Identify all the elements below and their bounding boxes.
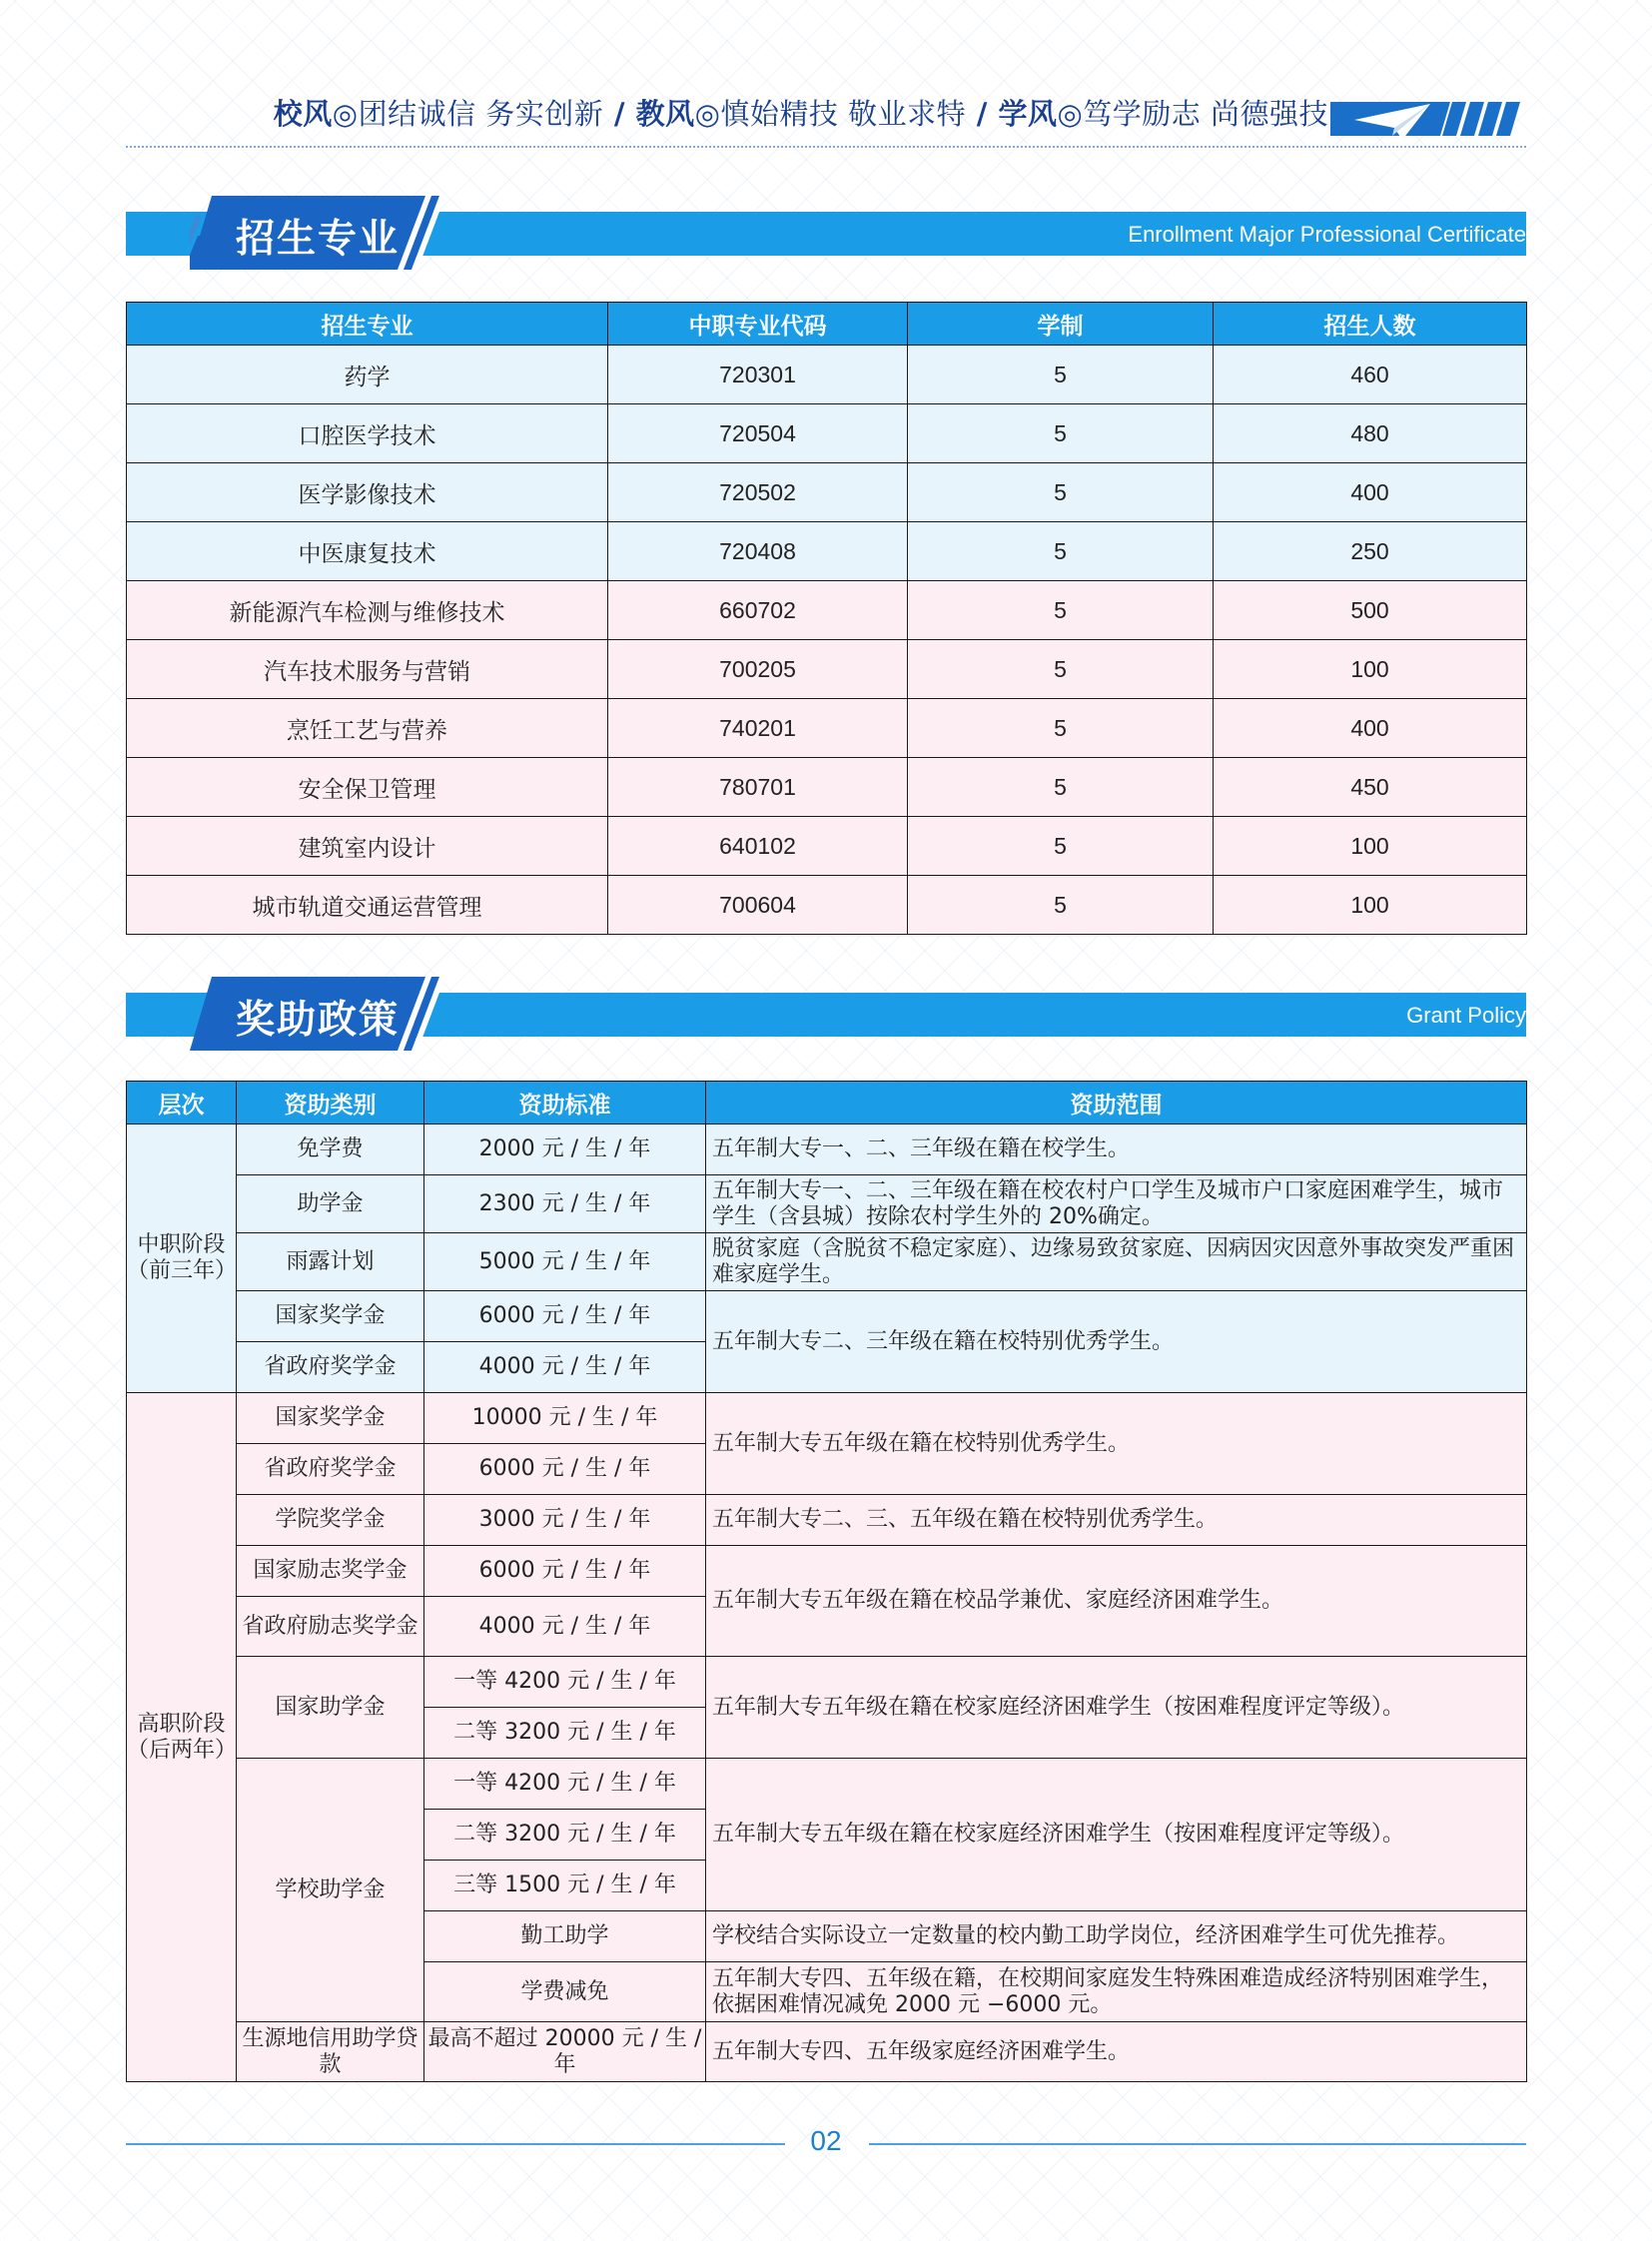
col-header-type: 资助类别 bbox=[237, 1082, 424, 1124]
type-cell: 勤工助学 bbox=[424, 1911, 706, 1962]
motto-label-study-style: 学风 bbox=[998, 97, 1058, 131]
motto-text-study-style: ◎笃学励志 尚德强技 bbox=[1057, 97, 1328, 131]
col-header-years: 学制 bbox=[908, 303, 1214, 346]
table-row bbox=[127, 758, 1527, 817]
table-row bbox=[127, 876, 1527, 935]
table-row bbox=[127, 1657, 1527, 1708]
cell-count: 250 bbox=[1214, 522, 1527, 581]
standard-cell: 3000 元 / 生 / 年 bbox=[424, 1495, 706, 1546]
section-title-enrollment: 招生专业 bbox=[236, 217, 401, 262]
type-cell: 国家励志奖学金 bbox=[237, 1546, 424, 1597]
cell-years: 5 bbox=[908, 581, 1214, 640]
scope-cell: 五年制大专二、三年级在籍在校特别优秀学生。 bbox=[706, 1291, 1527, 1393]
cell-major: 建筑室内设计 bbox=[127, 817, 608, 876]
type-cell: 学校助学金 bbox=[237, 1759, 424, 2022]
cell-years: 5 bbox=[908, 640, 1214, 699]
level-cell-secondary: 中职阶段（前三年） bbox=[127, 1124, 237, 1393]
cell-count: 100 bbox=[1214, 876, 1527, 935]
scope-cell: 五年制大专五年级在籍在校家庭经济困难学生（按困难程度评定等级）。 bbox=[706, 1657, 1527, 1759]
cell-code: 780701 bbox=[608, 758, 908, 817]
cell-code: 720301 bbox=[608, 346, 908, 404]
cell-count: 100 bbox=[1214, 817, 1527, 876]
col-header-scope: 资助范围 bbox=[706, 1082, 1527, 1124]
scope-cell: 五年制大专一、二、三年级在籍在校农村户口学生及城市户口家庭困难学生，城市学生（含县城）按除农村学生外的 20%确定。 bbox=[706, 1175, 1527, 1233]
type-cell: 免学费 bbox=[237, 1124, 424, 1175]
type-cell: 国家奖学金 bbox=[237, 1393, 424, 1444]
standard-cell: 二等 3200 元 / 生 / 年 bbox=[424, 1708, 706, 1759]
scope-cell: 五年制大专一、二、三年级在籍在校学生。 bbox=[706, 1124, 1527, 1175]
type-cell: 省政府奖学金 bbox=[237, 1444, 424, 1495]
table-row bbox=[127, 463, 1527, 522]
table-row bbox=[127, 1291, 1527, 1342]
table-row bbox=[127, 404, 1527, 463]
cell-years: 5 bbox=[908, 463, 1214, 522]
standard-cell: 2000 元 / 生 / 年 bbox=[424, 1124, 706, 1175]
scope-cell: 脱贫家庭（含脱贫不稳定家庭）、边缘易致贫家庭、因病因灾因意外事故突发严重困难家庭学生。 bbox=[706, 1233, 1527, 1291]
cell-years: 5 bbox=[908, 522, 1214, 581]
scope-cell: 五年制大专二、三、五年级在籍在校特别优秀学生。 bbox=[706, 1495, 1527, 1546]
table-row bbox=[127, 581, 1527, 640]
cell-years: 5 bbox=[908, 346, 1214, 404]
cell-count: 400 bbox=[1214, 699, 1527, 758]
cell-major: 新能源汽车检测与维修技术 bbox=[127, 581, 608, 640]
school-motto bbox=[0, 92, 1328, 133]
standard-cell: 6000 元 / 生 / 年 bbox=[424, 1291, 706, 1342]
enrollment-table bbox=[126, 302, 1527, 935]
scope-cell: 五年制大专五年级在籍在校家庭经济困难学生（按困难程度评定等级）。 bbox=[706, 1759, 1527, 1911]
table-row bbox=[127, 1546, 1527, 1597]
cell-count: 460 bbox=[1214, 346, 1527, 404]
standard-cell: 6000 元 / 生 / 年 bbox=[424, 1546, 706, 1597]
type-cell: 省政府奖学金 bbox=[237, 1342, 424, 1393]
cell-major: 口腔医学技术 bbox=[127, 404, 608, 463]
type-cell: 生源地信用助学贷款 bbox=[237, 2022, 424, 2082]
cell-years: 5 bbox=[908, 404, 1214, 463]
cell-major: 汽车技术服务与营销 bbox=[127, 640, 608, 699]
table-row bbox=[127, 699, 1527, 758]
standard-cell: 三等 1500 元 / 生 / 年 bbox=[424, 1861, 706, 1911]
table-row bbox=[127, 522, 1527, 581]
motto-text-school-style: ◎团结诚信 务实创新 bbox=[332, 97, 604, 131]
scope-cell: 五年制大专五年级在籍在校品学兼优、家庭经济困难学生。 bbox=[706, 1546, 1527, 1657]
table-header-row bbox=[127, 303, 1527, 346]
table-row bbox=[127, 817, 1527, 876]
level-cell-higher: 高职阶段（后两年） bbox=[127, 1393, 237, 2082]
cell-major: 中医康复技术 bbox=[127, 522, 608, 581]
cell-major: 医学影像技术 bbox=[127, 463, 608, 522]
table-row bbox=[127, 1495, 1527, 1546]
type-cell: 雨露计划 bbox=[237, 1233, 424, 1291]
standard-cell: 4000 元 / 生 / 年 bbox=[424, 1597, 706, 1657]
cell-code: 740201 bbox=[608, 699, 908, 758]
cell-major: 城市轨道交通运营管理 bbox=[127, 876, 608, 935]
cell-code: 640102 bbox=[608, 817, 908, 876]
cell-count: 480 bbox=[1214, 404, 1527, 463]
type-cell: 国家奖学金 bbox=[237, 1291, 424, 1342]
type-cell: 国家助学金 bbox=[237, 1657, 424, 1759]
table-row bbox=[127, 1233, 1527, 1291]
standard-cell: 10000 元 / 生 / 年 bbox=[424, 1393, 706, 1444]
cell-code: 720408 bbox=[608, 522, 908, 581]
scope-cell: 学校结合实际设立一定数量的校内勤工助学岗位，经济困难学生可优先推荐。 bbox=[706, 1911, 1527, 1962]
scope-cell: 五年制大专四、五年级家庭经济困难学生。 bbox=[706, 2022, 1527, 2082]
section-subtitle-grant: Grant Policy bbox=[1406, 1003, 1526, 1028]
cell-years: 5 bbox=[908, 817, 1214, 876]
cell-code: 720502 bbox=[608, 463, 908, 522]
motto-label-teaching-style: 教风 bbox=[635, 97, 695, 131]
table-row bbox=[127, 346, 1527, 404]
scope-cell: 五年制大专四、五年级在籍，在校期间家庭发生特殊困难造成经济特别困难学生，依据困难情况减免 2000 元 −6000 元。 bbox=[706, 1962, 1527, 2022]
col-header-count: 招生人数 bbox=[1214, 303, 1527, 346]
page-number: 02 bbox=[810, 2125, 842, 2156]
standard-cell: 二等 3200 元 / 生 / 年 bbox=[424, 1810, 706, 1861]
cell-count: 100 bbox=[1214, 640, 1527, 699]
banner-stripes-icon bbox=[396, 977, 455, 1051]
cell-code: 720504 bbox=[608, 404, 908, 463]
table-row bbox=[127, 1759, 1527, 1810]
standard-cell: 2300 元 / 生 / 年 bbox=[424, 1175, 706, 1233]
scope-cell: 五年制大专五年级在籍在校特别优秀学生。 bbox=[706, 1393, 1527, 1495]
type-cell: 省政府励志奖学金 bbox=[237, 1597, 424, 1657]
standard-cell: 4000 元 / 生 / 年 bbox=[424, 1342, 706, 1393]
header-divider bbox=[126, 146, 1526, 148]
footer-line-right bbox=[869, 2143, 1526, 2145]
table-row bbox=[127, 1393, 1527, 1444]
cell-code: 660702 bbox=[608, 581, 908, 640]
standard-cell: 最高不超过 20000 元 / 生 / 年 bbox=[424, 2022, 706, 2082]
footer-line-left bbox=[126, 2143, 785, 2145]
paper-plane-decoration bbox=[1330, 94, 1526, 144]
grant-policy-table bbox=[126, 1081, 1527, 2082]
table-row bbox=[127, 1124, 1527, 1175]
cell-count: 400 bbox=[1214, 463, 1527, 522]
col-header-standard: 资助标准 bbox=[424, 1082, 706, 1124]
cell-code: 700604 bbox=[608, 876, 908, 935]
standard-cell: 一等 4200 元 / 生 / 年 bbox=[424, 1759, 706, 1810]
cell-major: 安全保卫管理 bbox=[127, 758, 608, 817]
cell-years: 5 bbox=[908, 876, 1214, 935]
cell-years: 5 bbox=[908, 699, 1214, 758]
section-title-grant: 奖助政策 bbox=[236, 998, 401, 1043]
cell-major: 药学 bbox=[127, 346, 608, 404]
standard-cell: 一等 4200 元 / 生 / 年 bbox=[424, 1657, 706, 1708]
motto-text-teaching-style: ◎慎始精技 敬业求特 bbox=[694, 97, 967, 131]
table-header-row bbox=[127, 1082, 1527, 1124]
motto-separator: / bbox=[966, 97, 999, 131]
col-header-level: 层次 bbox=[127, 1082, 237, 1124]
standard-cell: 5000 元 / 生 / 年 bbox=[424, 1233, 706, 1291]
cell-major: 烹饪工艺与营养 bbox=[127, 699, 608, 758]
table-row bbox=[127, 2022, 1527, 2082]
type-cell: 学费减免 bbox=[424, 1962, 706, 2022]
standard-cell: 6000 元 / 生 / 年 bbox=[424, 1444, 706, 1495]
cell-count: 450 bbox=[1214, 758, 1527, 817]
type-cell: 助学金 bbox=[237, 1175, 424, 1233]
cell-count: 500 bbox=[1214, 581, 1527, 640]
motto-label-school-style: 校风 bbox=[273, 97, 333, 131]
banner-stripes-icon bbox=[396, 196, 455, 270]
motto-separator: / bbox=[603, 97, 636, 131]
cell-code: 700205 bbox=[608, 640, 908, 699]
section-subtitle-enrollment: Enrollment Major Professional Certificate bbox=[1128, 222, 1526, 247]
cell-years: 5 bbox=[908, 758, 1214, 817]
col-header-code: 中职专业代码 bbox=[608, 303, 908, 346]
table-row bbox=[127, 640, 1527, 699]
col-header-major: 招生专业 bbox=[127, 303, 608, 346]
type-cell: 学院奖学金 bbox=[237, 1495, 424, 1546]
table-row bbox=[127, 1175, 1527, 1233]
